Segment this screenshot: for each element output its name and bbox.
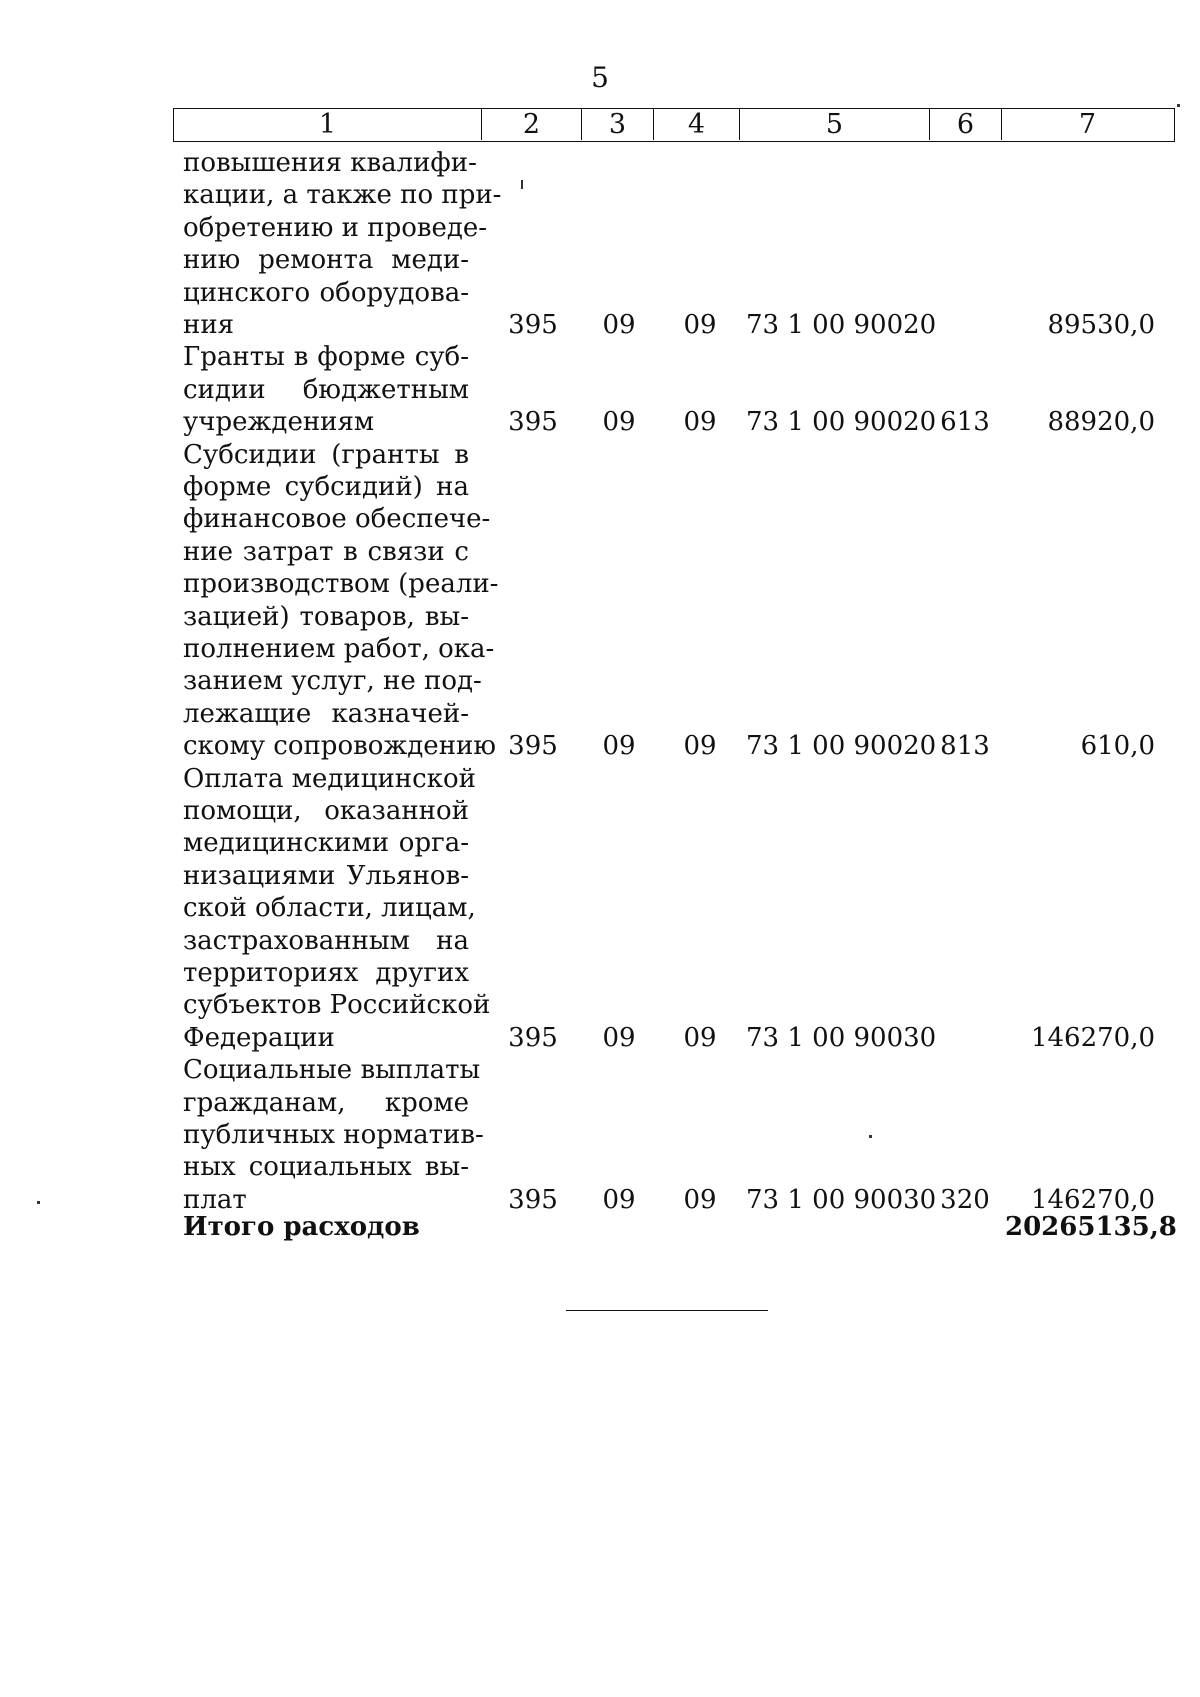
description-line: лежащие казначей-	[183, 698, 469, 729]
description-line: цинского оборудова-	[183, 277, 469, 308]
header-col-7: 7	[1078, 109, 1097, 140]
description-line: субъектов Российской	[183, 990, 491, 1021]
cell-col-3: 09	[602, 407, 636, 438]
cell-col-4: 09	[683, 1184, 717, 1215]
description-line: полнением работ, ока-	[183, 633, 495, 664]
description-line: ных социальных вы-	[183, 1152, 469, 1183]
description-line: зацией) товаров, вы-	[183, 601, 469, 632]
description-line: Социальные выплаты	[183, 1055, 481, 1086]
header-col-6: 6	[930, 109, 1002, 140]
scan-speck	[1177, 104, 1180, 107]
cell-col-7: 610,0	[1080, 731, 1155, 762]
description-line: гражданам, кроме	[183, 1087, 469, 1118]
scan-speck	[869, 1135, 872, 1138]
row-description	[183, 1054, 484, 1216]
description-line: кации, а также по при-	[183, 180, 502, 211]
cell-col-3: 09	[602, 310, 636, 340]
description-line: низациями Ульянов-	[183, 860, 469, 891]
cell-col-4: 09	[683, 731, 717, 762]
description-line: производством (реали-	[183, 569, 499, 600]
cell-col-6: 813	[940, 731, 990, 762]
description-line: занием услуг, не под-	[183, 666, 482, 697]
scan-speck	[37, 1201, 40, 1204]
cell-col-2: 395	[508, 310, 558, 340]
description-line: Гранты в форме суб-	[183, 342, 469, 373]
description-line: территориях других	[183, 957, 469, 988]
table-header	[173, 108, 1175, 142]
description-line: застрахованным на	[183, 925, 469, 956]
description-line: Федерации	[183, 1022, 335, 1053]
description-line: нию ремонта меди-	[183, 245, 469, 276]
end-rule	[566, 1310, 768, 1311]
cell-col-7: 146270,0	[1030, 1184, 1155, 1215]
header-col-5: 5	[740, 109, 930, 140]
cell-col-5: 73 1 00 90030	[746, 1184, 937, 1215]
description-line: ской области, лицам,	[183, 893, 476, 924]
cell-col-5: 73 1 00 90020	[746, 731, 937, 762]
cell-col-3: 09	[602, 731, 636, 762]
cell-col-2: 395	[508, 407, 558, 438]
cell-col-6: 320	[940, 1184, 990, 1215]
cell-col-4: 09	[683, 1022, 717, 1053]
description-line: скому сопровождению	[183, 731, 496, 762]
header-col-4: 4	[654, 109, 740, 140]
cell-col-7: 89530,0	[1047, 310, 1155, 340]
description-line: ние затрат в связи с	[183, 536, 469, 567]
row-description	[183, 341, 469, 438]
description-line: публичных норматив-	[183, 1119, 484, 1150]
cell-col-2: 395	[508, 1184, 558, 1215]
scan-speck	[521, 180, 523, 189]
description-line: медицинскими орга-	[183, 828, 469, 859]
description-line: ния	[183, 309, 235, 340]
cell-col-2: 395	[508, 1022, 558, 1053]
description-line: Оплата медицинской	[183, 763, 476, 794]
description-line: форме субсидий) на	[183, 471, 469, 502]
description-line: сидии бюджетным	[183, 374, 469, 405]
description-line: учреждениям	[183, 407, 375, 438]
cell-col-5: 73 1 00 90030	[746, 1022, 937, 1053]
description-line: плат	[183, 1184, 247, 1215]
row-description	[183, 439, 499, 763]
cell-col-5: 73 1 00 90020	[746, 310, 937, 340]
page-number: 5	[591, 61, 609, 94]
total-label: Итого расходов	[183, 1212, 420, 1242]
header-col-3: 3	[582, 109, 654, 140]
row-description	[183, 763, 491, 1055]
description-line: помощи, оказанной	[183, 795, 469, 826]
cell-col-6: 613	[940, 407, 990, 438]
description-line: обретению и проведе-	[183, 212, 488, 243]
row-description	[183, 147, 502, 341]
description-line: финансовое обеспече-	[183, 504, 491, 535]
cell-col-7: 88920,0	[1047, 407, 1155, 438]
cell-col-5: 73 1 00 90020	[746, 407, 937, 438]
total-value: 20265135,8	[1005, 1212, 1177, 1242]
cell-col-7: 146270,0	[1030, 1022, 1155, 1053]
cell-col-4: 09	[683, 310, 717, 340]
cell-col-3: 09	[602, 1022, 636, 1053]
header-col-2: 2	[482, 109, 582, 140]
cell-col-4: 09	[683, 407, 717, 438]
header-col-1: 1	[174, 109, 482, 140]
description-line: Субсидии (гранты в	[183, 439, 469, 470]
cell-col-2: 395	[508, 731, 558, 762]
description-line: повышения квалифи-	[183, 148, 477, 178]
cell-col-3: 09	[602, 1184, 636, 1215]
